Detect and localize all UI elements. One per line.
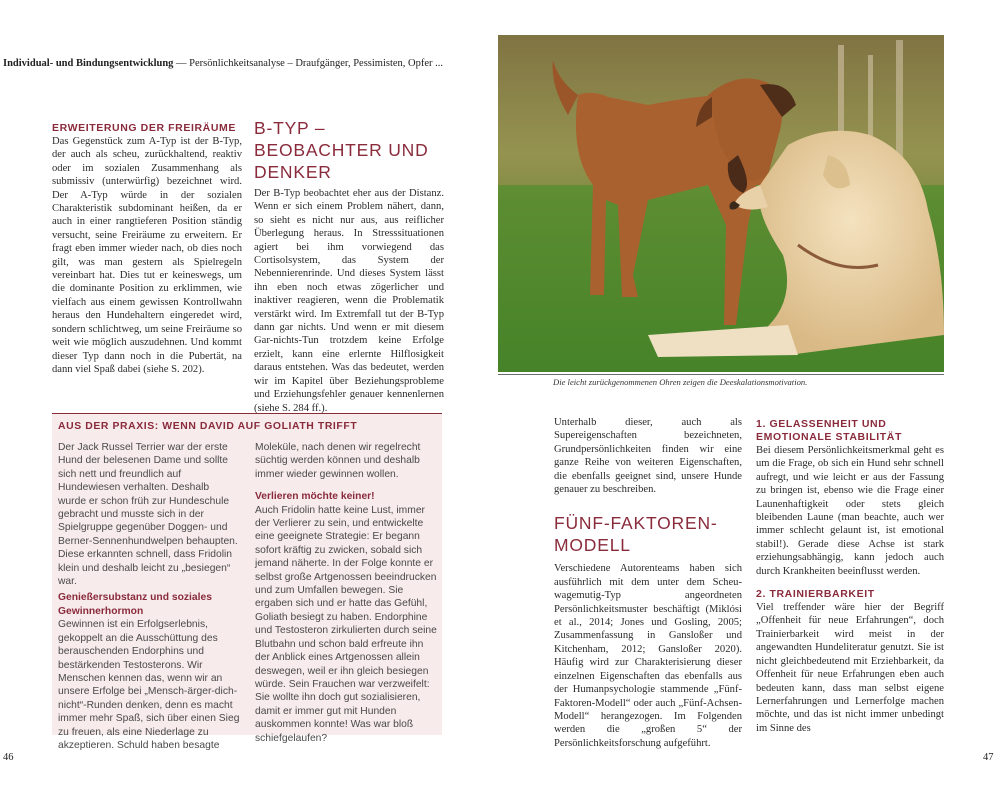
column-b-typ	[254, 117, 444, 415]
dog-photo	[498, 35, 944, 372]
photo-caption: Die leicht zurückgenommenen Ohren zeigen die Deeskalationsmotivation.	[553, 377, 808, 387]
practice-text-1: Der Jack Russel Terrier war der erste Hund der belesenen Dame und sollte sich nett und freundlich auf Hundewiesen verhalten. Deshalb wurde er schon früh zur Hundeschule gebracht und musste sich in der Spielgruppe gegenüber Doggen- und Berner-Sennenhundwelpen behaupten. Diese erkannten schnell, dass Fridolin klein und deshalb leicht zu „besiegen“ war.	[58, 442, 238, 588]
text-erweiterung: Das Gegenstück zum A-Typ ist der B-Typ, der auch als scheu, zurückhaltend, reaktiv oder im sozialen Zusammenhang als submissiv (unterwürfig) bezeichnet wird. Der A-Typ würde in der sozialen Charakteristik subdominant heißen, da er auch in einer rangtieferen Position ständig versucht, seine Freiräume zu erweitern. Er fragt eben immer wieder nach, ob dies noch gilt, was man gestern als Spielregeln vereinbart hat. Dies tut er keineswegs, um die dominante Position zu erklimmen, wie vielfach aus einem gewissen Kontrollwahn heraus den Hundehaltern eingeredet wird, sondern schlichtweg, um seine Freiräume so weit wie möglich auszudehnen. Und kommt dieser Typ dann noch in die Pubertät, na dann viel Spaß dabei (siehe S. 202).	[52, 136, 242, 375]
practice-text-3: Moleküle, nach denen wir regelrecht süchtig werden können und deshalb immer wieder gewinnen wollen.	[255, 442, 421, 480]
heading-gelassenheit: 1. GELASSENHEIT UND EMOTIONALE STABILITÄT	[756, 418, 902, 443]
practice-box-title: AUS DER PRAXIS: WENN DAVID AUF GOLIATH TRIFFT	[58, 421, 358, 432]
practice-subheading-1: Genießersubstanz und soziales Gewinnerhormon	[58, 592, 212, 617]
running-header	[3, 58, 443, 69]
text-fuenf-faktoren: Verschiedene Autorenteams haben sich ausführlich mit dem unter dem Scheu-wagemutig-Typ angeordneten Persönlichkeitsmuster beschäftigt (Miklósi et al., 2014; Jones und Gosling, 2005; Zusammenfassung in Gansloßer und Kitchenham, 2012; Gansloßer 2020). Häufig wird zur Charakterisierung dieser einzelnen Eigenschaften das ebenfalls aus der Humanpsychologie stammende „Fünf-Faktoren-Modell“ oder auch „Fünf-Achsen-Modell“ herangezogen. Im Folgenden werden die „großen 5“ der Persönlichkeitsforschung aufgeführt.	[554, 563, 742, 749]
practice-subheading-2: Verlieren möchte keiner!	[255, 491, 375, 503]
heading-trainierbarkeit: 2. TRAINIERBARKEIT	[756, 588, 875, 601]
text-b-typ: Der B-Typ beobachtet eher aus der Distanz. Wenn er sich einem Problem nähert, dann, so sieht es nicht nur aus, aus reiflicher Überlegung heraus. In Stresssituationen agiert bei ihm vorwiegend das Cortisolsystem, das System der Nebennierenrinde. Und dieses System lässt ihn eben noch etwas zögerlicher und inaktiver reagieren, wenn die Problematik verstärkt wird. Im Extremfall tut der B-Typ dann gar nichts. Und wenn er mit diesem Gar-nichts-Tun trotzdem keine Erfolge erzielt, kann eine erlernte Hilflosigkeit daraus entstehen. Was das bedeutet, werden wir im Kapitel über Beziehungsprobleme und Erziehungsfehler genauer kennenlernen (siehe S. 284 ff.).	[254, 188, 444, 414]
page-number-left: 46	[3, 752, 14, 763]
caption-rule	[498, 374, 944, 375]
practice-box-col2	[255, 441, 438, 745]
page-number-right: 47	[983, 752, 994, 763]
heading-b-typ: B-TYP – BEOBACHTER UND DENKER	[254, 118, 429, 182]
header-subtitle: Persönlichkeitsanalyse – Draufgänger, Pessimisten, Opfer ...	[189, 58, 444, 69]
practice-text-2: Gewinnen ist ein Erfolgserlebnis, gekoppelt an die Ausschüttung des berauschenden Endorphins und bestärkenden Testosterons. Wir Menschen kennen das, wenn wir an unsere Erfolge bei „Mensch-ärger-dich-nicht“-Runden denken, denn es macht immer mehr Spaß, sich über einen Sieg zu freuen, als eine Niederlage zu akzeptieren. Schuld haben besagte	[58, 619, 240, 751]
header-section: Individual- und Bindungsentwicklung	[3, 58, 174, 69]
text-intro: Unterhalb dieser, auch als Supereigenschaften bezeichneten, Grundpersönlichkeiten finden wir eine ganze Reihe von weiteren Eigenschaften, die ebenfalls geeignet sind, unsere Hunde genauer zu beschreiben.	[554, 417, 742, 496]
heading-fuenf-faktoren: FÜNF-FAKTOREN-MODELL	[554, 513, 718, 556]
column-traits	[756, 418, 944, 735]
text-trainierbarkeit: Viel treffender wäre hier der Begriff „Offenheit für neue Erfahrungen“, doch Trainierbarkeit wird meist in der angewandten Hundeliteratur genutzt. Sie ist nicht gleichbedeutend mit Erziehbarkeit, da Offenheit für neue Erfahrungen eben auch bedeuten kann, dass man selbst eigene Lernerfahrungen und Lernerfolge machen möchte, und das ist nicht immer unbedingt im Sinne des	[756, 602, 944, 734]
header-dash: —	[176, 58, 187, 69]
text-gelassenheit: Bei diesem Persönlichkeitsmerkmal geht es um die Frage, ob sich ein Hund sehr schnell aufregt, und wie leicht er aus der Fassung zu bringen ist, ebenso wie die Frage einer Launenhaftigkeit oder stets gleich bleibenden Laune (man beachte, auch wer immer schlecht gelaunt ist, ist emotional stabil!). Gerade diese Achse ist stark erziehungsabhängig, kann jedoch auch durch Krankheiten beeinflusst werden.	[756, 445, 944, 577]
heading-erweiterung: ERWEITERUNG DER FREIRÄUME	[52, 122, 236, 134]
column-erweiterung	[52, 122, 242, 376]
photo-illustration	[498, 35, 944, 372]
practice-box-col1	[58, 441, 240, 752]
practice-text-4: Auch Fridolin hatte keine Lust, immer der Verlierer zu sein, und entwickelte eine geeignete Strategie: Er begann sofort kräftig zu zwicken, sobald sich jemand näherte. In der Folge konnte er selbst große Artgenossen beeindrucken und zum Umfallen bewegen. Sie ergaben sich und er hatte das Gefühl, Goliath besiegt zu haben. Endorphine und Testosteron zirkulierten durch seine Blutbahn und schon bald erfreute ihn der Anblick eines Artgenossen allein deswegen, weil er ihn gleich besiegen würde. Sein Frauchen war verzweifelt: Sie wollte ihn doch gut sozialisieren, damit er immer gut mit Hunden auskommen konnte! Was war bloß schiefgelaufen?	[255, 504, 437, 744]
column-fuenf-faktoren	[554, 416, 742, 750]
